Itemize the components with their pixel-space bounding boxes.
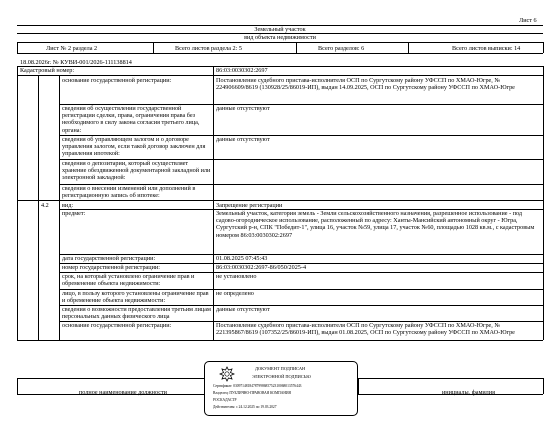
- basis-value: Постановление судебного пристава-исполнителя ОСП по Сургутскому району УФССП по ХМАО-Югре, № 224906609/8619 (130928/25/86019-ИП), выдан 14.09.2025, ОСП по Сургутскому району УФССП по ХМАО-Югре: [216, 77, 515, 92]
- registration-date-value: 01.08.2025 07:45:43: [216, 255, 268, 262]
- registration-number-value: 86:03:0030302:2697-86/050/2025-4: [216, 264, 307, 271]
- subject-label: предмет:: [62, 210, 86, 217]
- stamp-line2: ЭЛЕКТРОННОЙ ПОДПИСЬЮ: [252, 374, 311, 379]
- subject-value: Земельный участок, категория земель - Земли сельскохозяйственного назначения, разрешенное использование - под садово-огородническое использование, расположенный по адресу: Ханты-Мансийский автономный округ - Югра, Сургутский р-н, СПК "Победит-1", улица 16, участок №59, улица 17, участок №60, площадью 1028 кв.м., с кадастровым номером 86:03:0030302:2697: [216, 210, 535, 239]
- beneficiary-label: лицо, в пользу которого установлены ограничение прав и обременение объекта недвижимости:: [62, 290, 209, 305]
- mortgage-changes-label: сведения о внесении изменений или дополнений в регистрационную запись об ипотеке:: [62, 185, 196, 200]
- term-value: не установлено: [216, 273, 257, 280]
- emblem-icon: [219, 366, 235, 382]
- type-value: Запрещение регистрации: [216, 202, 283, 209]
- stamp-validity: Действителен: с 24.12.2025 по 19.03.2027: [213, 405, 277, 409]
- depositary-label: сведения о депозитарии, который осуществляет хранение обездвиженной документарной закладной или электронной закладной:: [62, 160, 211, 182]
- item-number: 4.2: [41, 202, 49, 209]
- registration-date-label: дата государственной регистрации:: [62, 255, 156, 262]
- basis-label-2: основание государственной регистрации:: [62, 322, 172, 329]
- basis-label: основание государственной регистрации:: [62, 77, 172, 84]
- cadastral-label: Кадастровый номер:: [20, 67, 75, 74]
- object-subtitle: вид объекта недвижимости: [244, 34, 316, 41]
- pledge-manager-value: данные отсутствуют: [216, 136, 270, 143]
- stamp-line1: ДОКУМЕНТ ПОДПИСАН: [255, 366, 306, 371]
- stamp-certificate: Сертификат: 03097148184787998685752310068013576443: [213, 384, 302, 388]
- total-sheets-extract: Всего листов выписки: 14: [452, 45, 521, 52]
- total-sheets-section: Всего листов раздела 2: 5: [175, 45, 242, 52]
- electronic-signature-stamp: [204, 361, 358, 416]
- position-label: полное наименование должности: [79, 389, 167, 396]
- type-label: вид:: [62, 202, 74, 209]
- stamp-owner: Владелец: ПУБЛИЧНО-ПРАВОВАЯ КОМПАНИЯ: [213, 391, 291, 395]
- object-title: Земельный участок: [254, 26, 306, 33]
- registration-number-label: номер государственной регистрации:: [62, 264, 160, 271]
- extract-date-number: 18.08.2026г. № КУВИ-001/2026-111138814: [20, 59, 132, 66]
- pledge-manager-label: сведения об управляющем залогом и о договоре управления залогом, если такой договор заключен для управления ипотекой:: [62, 136, 206, 158]
- beneficiary-value: не определено: [216, 290, 254, 297]
- sheet-number: Лист № 2 раздела 2: [46, 45, 98, 52]
- term-label: срок, на который установлено ограничение прав и обременение объекта недвижимости:: [62, 273, 195, 288]
- cadastral-value: 86:03:0030302:2697: [216, 67, 268, 74]
- third-parties-label: сведения о возможности предоставления третьим лицам персональных данных физического лица: [62, 306, 211, 321]
- total-sections: Всего разделов: 6: [318, 45, 365, 52]
- consent-label: сведения об осуществлении государственной регистрации сделки, права, ограничения права без необходимого в силу закона согласия третьего лица, органа:: [62, 105, 200, 134]
- stamp-owner-2: РОСКАДАСТР: [213, 398, 237, 402]
- basis-value-2: Постановление судебного пристава-исполнителя ОСП по Сургутскому району УФССП по ХМАО-Югре, № 221395867/8619 (107352/25/86019-ИП), выдан 01.08.2025, ОСП по Сургутскому району УФССП по ХМАО-Югре: [216, 322, 515, 337]
- consent-value: данные отсутствуют: [216, 105, 270, 112]
- name-label: инициалы, фамилия: [442, 389, 495, 396]
- third-parties-value: данные отсутствуют: [216, 306, 270, 313]
- sheet-label: Лист 6: [519, 17, 537, 24]
